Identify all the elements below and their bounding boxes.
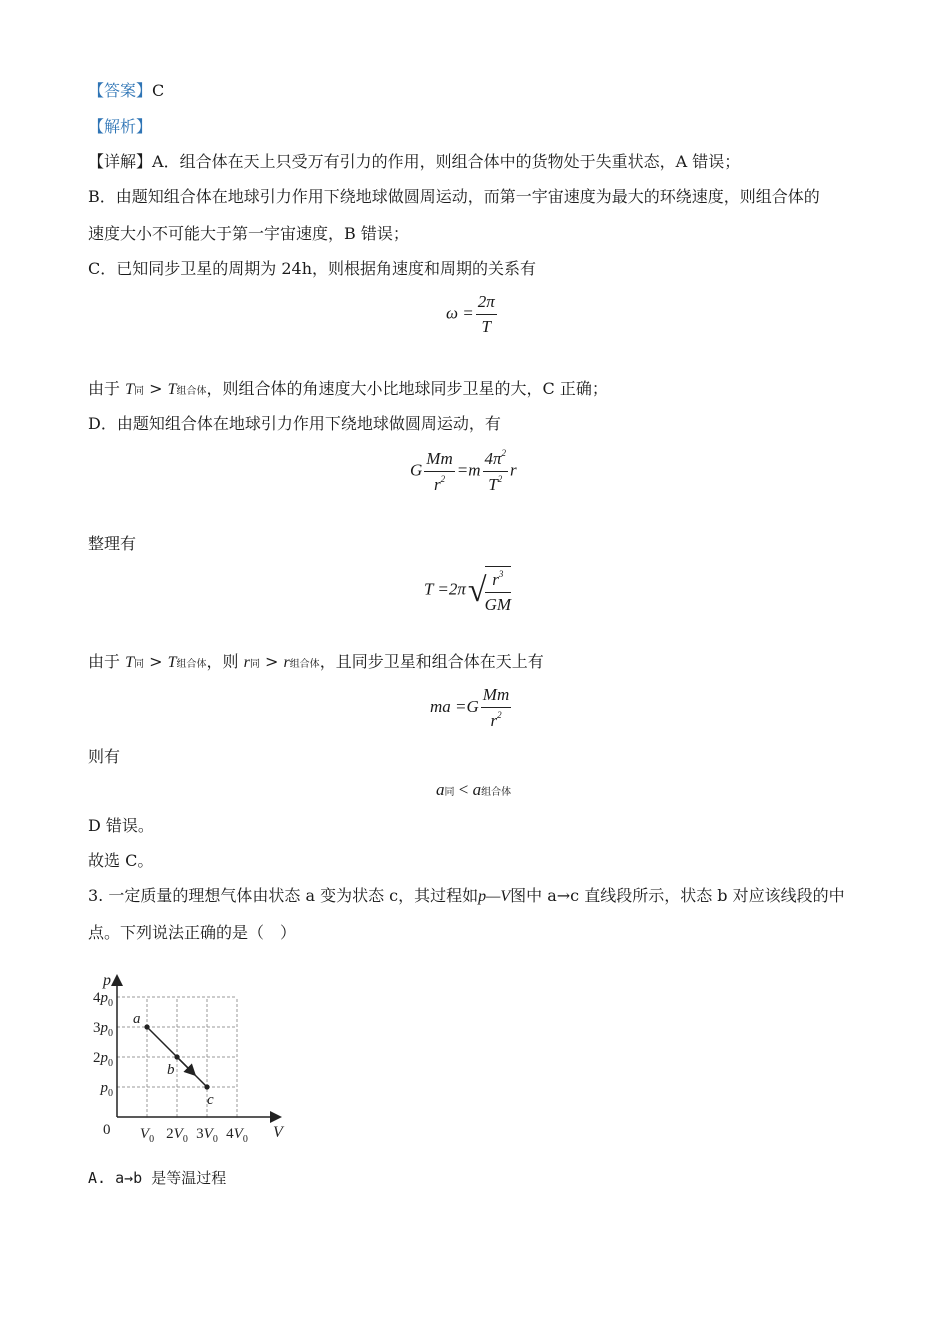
eq-4pi2 [483,448,509,472]
d2-T-tong [125,654,144,671]
rearrange-line: 整理有 [88,534,137,553]
answer-value: C [152,81,165,100]
eq-r2 [481,708,511,731]
T-symbol: T [488,475,498,494]
r-symbol: r [243,654,250,671]
c-T-zuhe [168,381,207,398]
eq-lt: < [458,780,469,799]
eq-GM: GM [484,595,512,614]
sub-tong: 同 [444,787,455,798]
analysis-line [88,116,152,138]
q3-pV: p—V [478,888,511,905]
d2-r-tong [244,654,260,671]
state-label-a: a [133,1011,141,1027]
answer-label: 【答案】 [88,81,153,100]
r-symbol: r [492,570,499,589]
eq-accel-fraction [481,685,511,731]
x-tick-label: $3V_0$ [196,1126,218,1145]
eq-omega-numerator: 2π [476,292,497,315]
r-symbol: r [283,654,290,671]
sub-zuhe: 组合体 [176,386,207,397]
sub-zuhe: 组合体 [481,787,512,798]
q3-line1-b: 图中 a→c 直线段所示，状态 b 对应该线段的中 [510,886,845,905]
eq-omega-symbol: ω [446,303,459,323]
answer-line [88,80,164,102]
d-wrong-line: D 错误。 [88,816,154,835]
eq-Mm: Mm [481,685,511,708]
eq-T2 [483,472,509,495]
d2-post: ，且同步卫星和组合体在天上有 [319,652,544,671]
eq-G: G [466,696,479,716]
sqrt-icon: √ [467,571,487,609]
square-exponent: 2 [501,448,507,458]
analysis-label: 【解析】 [88,117,153,136]
eq-2pi: 2π [448,579,466,599]
detail-d-line: D．由题知组合体在地球引力作用下绕地球做圆周运动，有 [88,414,501,433]
T-symbol: T [125,381,135,398]
x-tick-label: $V_0$ [139,1126,155,1145]
c-gt: > [149,379,163,398]
c-T-tong [125,381,144,398]
eq-Mm: Mm [424,449,454,472]
pv-diagram [86,962,286,1147]
sub-tong: 同 [134,386,145,397]
eq-ma: ma [430,696,451,716]
origin-label: 0 [103,1122,111,1138]
sub-tong: 同 [134,659,145,670]
d2-gt: > [149,652,163,671]
state-point-b [174,1054,179,1059]
equation-acceleration [430,685,513,731]
question3-line2: 点。下列说法正确的是（ ） [88,923,297,942]
T-symbol: T [167,381,177,398]
x-axis-label: V [273,1124,283,1141]
detail-d2-line [88,651,544,676]
detail-c-conclusion-line [88,378,608,403]
eq-sqrt-fraction [485,566,511,615]
d2-mid: ，则 [206,652,239,671]
eq-r: r [510,460,517,480]
eq-omega-fraction [476,292,497,337]
eq-equals: = [456,460,469,480]
c-conclusion-pre: 由于 [88,379,121,398]
sub-tong: 同 [249,659,260,670]
eq-omega-denominator: T [481,317,491,336]
sub-zuhe: 组合体 [289,659,320,670]
y-axis-label: p [103,972,111,989]
c-conclusion-post: ，则组合体的角速度大小比地球同步卫星的大，C 正确； [206,379,608,398]
detail-a-text: A．组合体在天上只受万有引力的作用，则组合体中的货物处于失重状态，A 错误； [152,152,741,171]
detail-c-line: C．已知同步卫星的周期为 24h，则根据角速度和周期的关系有 [88,259,536,278]
eq-omega-equals: = [462,303,474,323]
y-tick-label: $2p_0$ [93,1050,113,1069]
eq-equals: = [455,696,467,716]
eq-G: G [410,460,423,480]
direction-arrow [177,1057,194,1074]
eq-gravity-fraction-right [483,448,509,495]
square-exponent: 2 [440,473,446,484]
T-symbol: T [167,654,177,671]
choose-line: 故选 C。 [88,851,154,870]
equation-compare-a [436,780,511,800]
a-symbol: a [472,780,482,799]
r-symbol: r [490,711,498,730]
x-tick-label: $2V_0$ [166,1126,188,1145]
d2-r-zuhe [283,654,319,671]
equation-omega [446,292,499,337]
detail-label: 【详解】 [88,152,153,171]
eq-a-zuhe [473,780,512,799]
eq-r2 [424,472,454,495]
equation-gravity [410,448,517,495]
d2-T-zuhe [168,654,207,671]
detail-b2-line: 速度大小不可能大于第一宇宙速度，B 错误； [88,224,409,243]
eq-equals: = [437,579,449,599]
eq-gravity-fraction-left [424,449,454,495]
then-line: 则有 [88,747,121,766]
sub-zuhe: 组合体 [176,659,207,670]
d2-pre: 由于 [88,652,121,671]
eq-T: T [424,579,434,599]
square-exponent: 2 [497,710,502,720]
state-point-c [204,1084,209,1089]
chart-series [133,1011,214,1108]
cube-exponent: 3 [498,569,504,579]
eq-a-tong [436,780,455,799]
detail-a-line [88,151,740,173]
q3-line1-a: 3. 一定质量的理想气体由状态 a 变为状态 c，其过程如 [88,886,479,905]
d2-gt2: > [264,652,279,671]
state-label-b: b [167,1062,175,1078]
detail-b1-line: B．由题知组合体在地球引力作用下绕地球做圆周运动，而第一宇宙速度为最大的环绕速度，则组合体的 [88,187,820,206]
y-tick-label: $3p_0$ [93,1020,113,1039]
r-symbol: r [433,474,441,494]
square-exponent: 2 [497,474,503,484]
eq-m: m [468,460,481,480]
y-tick-label: $4p_0$ [93,990,113,1009]
a-symbol: a [436,780,445,799]
eq-r3 [485,569,511,593]
state-point-a [144,1024,149,1029]
y-tick-label: $p_0$ [100,1080,113,1099]
x-tick-label: $4V_0$ [226,1126,248,1145]
equation-period [424,566,513,615]
T-symbol: T [125,654,135,671]
four-pi: 4π [484,449,502,468]
question3-line1 [88,885,845,908]
option-a[interactable]: A. a→b 是等温过程 [88,1169,227,1187]
state-label-c: c [207,1092,214,1108]
